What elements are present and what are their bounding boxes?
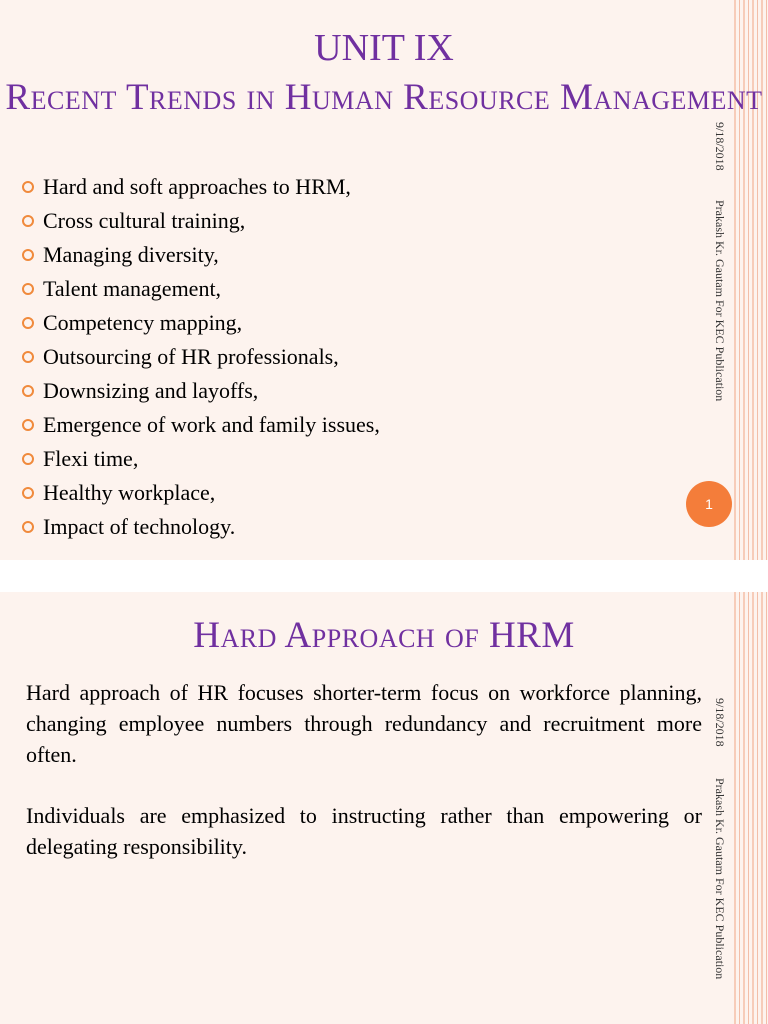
- list-item: [22, 340, 692, 374]
- bullet-icon: [22, 453, 34, 465]
- side-author: Prakash Kr. Gautam For KEC Publication: [713, 778, 727, 980]
- bullet-icon: [22, 249, 34, 261]
- list-item: [22, 170, 692, 204]
- unit-title: UNIT IX: [314, 27, 454, 69]
- list-item-text: Outsourcing of HR professionals,: [43, 344, 339, 369]
- list-item: [22, 272, 692, 306]
- bullet-icon: [22, 283, 34, 295]
- paragraph: Hard approach of HR focuses shorter-term focus on workforce planning, changing employee numbers through redundancy and recruitment more often.: [26, 680, 702, 767]
- bullet-icon: [22, 351, 34, 363]
- list-item: [22, 408, 692, 442]
- list-item-text: Hard and soft approaches to HRM,: [43, 174, 351, 199]
- list-item: [22, 204, 692, 238]
- slide-title: Recent Trends in Human Resource Management: [5, 77, 763, 118]
- list-item: [22, 476, 692, 510]
- bullet-icon: [22, 487, 34, 499]
- bullet-icon: [22, 181, 34, 193]
- list-item-text: Competency mapping,: [43, 310, 243, 335]
- paragraph: Individuals are emphasized to instructing rather than empowering or delegating responsibility.: [26, 803, 702, 859]
- side-date: 9/18/2018: [713, 122, 727, 171]
- list-item: [22, 510, 692, 544]
- side-date: 9/18/2018: [713, 698, 727, 747]
- list-item-text: Downsizing and layoffs,: [43, 378, 259, 403]
- list-item-text: Emergence of work and family issues,: [43, 412, 380, 437]
- list-item: [22, 442, 692, 476]
- list-item: [22, 374, 692, 408]
- bullet-icon: [22, 317, 34, 329]
- slide-2: [0, 592, 768, 1024]
- bullet-icon: [22, 215, 34, 227]
- list-item: [22, 238, 692, 272]
- bullet-icon: [22, 419, 34, 431]
- page-number-badge: 1: [686, 481, 732, 527]
- list-item: [22, 306, 692, 340]
- bullet-icon: [22, 521, 34, 533]
- list-item-text: Healthy workplace,: [43, 480, 216, 505]
- list-item-text: Impact of technology.: [43, 514, 236, 539]
- list-item-text: Flexi time,: [43, 446, 139, 471]
- slide-title: Hard Approach of HRM: [193, 615, 575, 656]
- list-item-text: Cross cultural training,: [43, 208, 246, 233]
- list-item-text: Talent management,: [43, 276, 222, 301]
- bullet-icon: [22, 385, 34, 397]
- list-item-text: Managing diversity,: [43, 242, 219, 267]
- side-author: Prakash Kr. Gautam For KEC Publication: [713, 200, 727, 402]
- trends-list: [22, 170, 692, 544]
